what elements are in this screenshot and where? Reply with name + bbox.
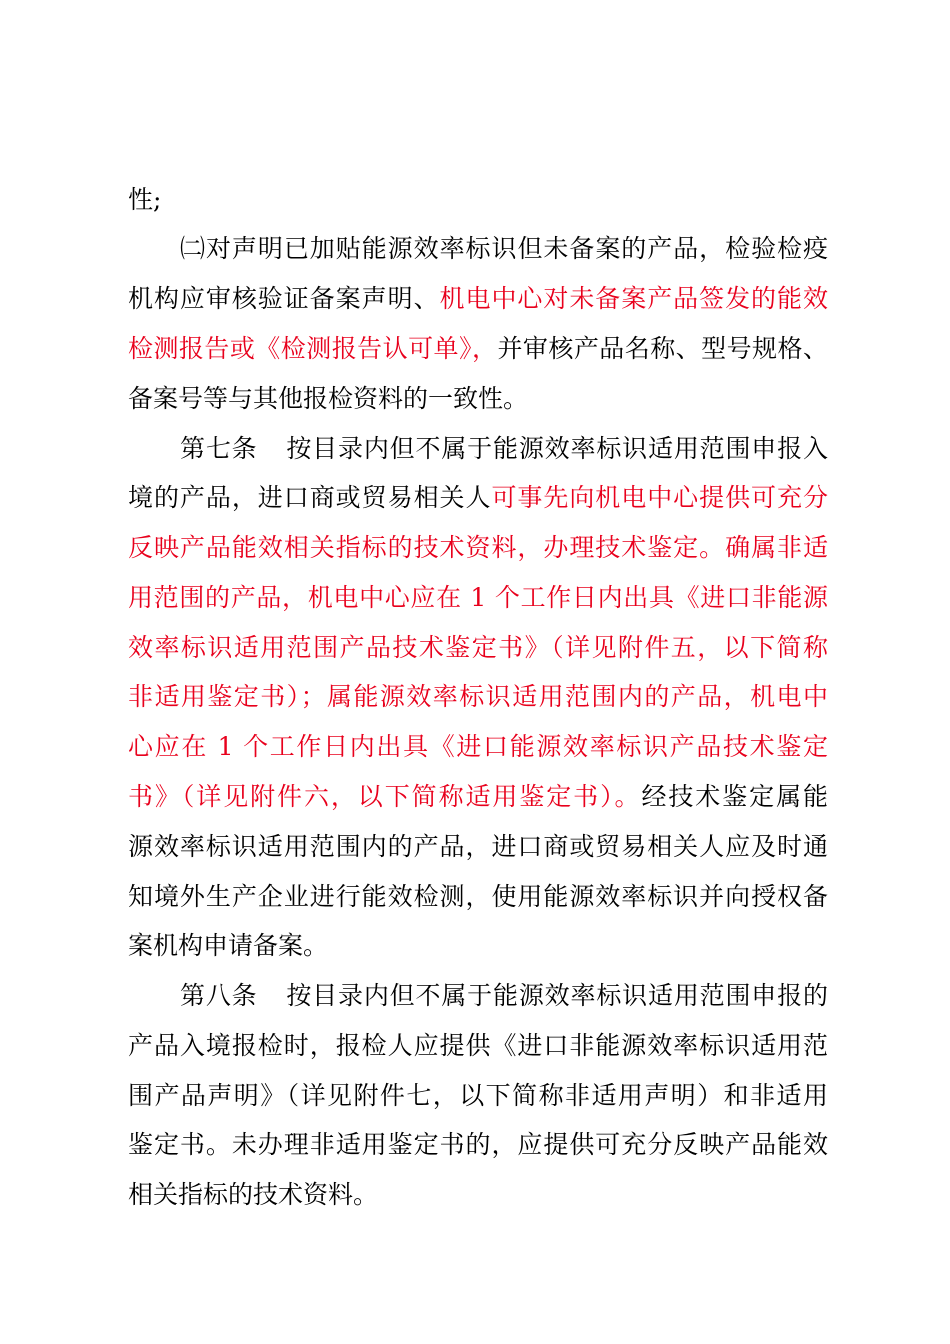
text-line-20 [128, 1128, 828, 1162]
text-run: 经技术鉴定属能 [641, 782, 828, 811]
highlighted-text-run: 书》（详见附件六，以下简称适用鉴定书）。 [128, 782, 642, 811]
text-run: 按目录内但不属于能源效率标识适用范围申报的 [285, 981, 828, 1010]
text-line-19 [128, 1079, 828, 1113]
text-run: 并审核产品名称、型号规格、 [497, 334, 828, 363]
highlighted-text-run: 效率标识适用范围产品技术鉴定书》（详见附件五，以下简称 [128, 633, 828, 662]
text-line-15 [128, 880, 828, 914]
highlighted-text-run: 可事先向机电中心提供可充分 [491, 483, 828, 512]
highlighted-text-run: 检测报告或《检测报告认可单》， [128, 334, 498, 363]
text-line-6 [180, 432, 828, 466]
text-line-10 [128, 631, 828, 665]
highlighted-text-run: 反映产品能效相关指标的技术资料，办理技术鉴定。确属非适 [128, 533, 828, 562]
text-run: 境的产品，进口商或贸易相关人 [128, 483, 492, 512]
text-line-11 [128, 680, 828, 714]
text-run: 产品入境报检时，报检人应提供《进口非能源效率标识适用范 [128, 1031, 828, 1060]
text-run: 围产品声明》（详见附件七，以下简称非适用声明）和非适用 [128, 1081, 828, 1110]
text-run: ㈡对声明已加贴能源效率标识但未备案的产品，检验检疫 [180, 234, 828, 263]
text-line-14 [128, 830, 828, 864]
text-line-8 [128, 531, 828, 565]
text-run: 备案号等与其他报检资料的一致性。 [128, 384, 529, 413]
highlighted-text-run: 心应在 1 个工作日内出具《进口能源效率标识产品技术鉴定 [128, 732, 828, 761]
text-line-17 [180, 979, 828, 1013]
text-run: 源效率标识适用范围内的产品，进口商或贸易相关人应及时通 [128, 832, 828, 861]
text-run: 鉴定书。未办理非适用鉴定书的，应提供可充分反映产品能效 [128, 1130, 828, 1159]
text-line-3 [128, 282, 828, 316]
text-line-12 [128, 730, 828, 764]
text-line-18 [128, 1029, 828, 1063]
text-run: 相关指标的技术资料。 [128, 1180, 379, 1209]
highlighted-text-run: 机电中心对未备案产品签发的能效 [439, 284, 828, 313]
article-number: 第七条 [180, 434, 258, 463]
text-line-2 [180, 232, 828, 266]
highlighted-text-run: 非适用鉴定书）；属能源效率标识适用范围内的产品，机电中 [128, 682, 828, 711]
text-line-9 [128, 581, 828, 615]
text-line-16 [128, 929, 828, 963]
highlighted-text-run: 用范围的产品，机电中心应在 1 个工作日内出具《进口非能源 [128, 583, 828, 612]
text-line-4 [128, 332, 828, 366]
text-line-1 [128, 183, 828, 217]
text-run: 案机构申请备案。 [128, 931, 329, 960]
text-run: 机构应审核验证备案声明、 [128, 284, 440, 313]
text-line-21 [128, 1178, 828, 1212]
text-run: 知境外生产企业进行能效检测，使用能源效率标识并向授权备 [128, 882, 828, 911]
text-run: 按目录内但不属于能源效率标识适用范围申报入 [285, 434, 828, 463]
article-number: 第八条 [180, 981, 258, 1010]
text-run: 性; [128, 185, 162, 214]
text-line-5 [128, 382, 828, 416]
text-line-13 [128, 780, 828, 814]
text-line-7 [128, 481, 828, 515]
